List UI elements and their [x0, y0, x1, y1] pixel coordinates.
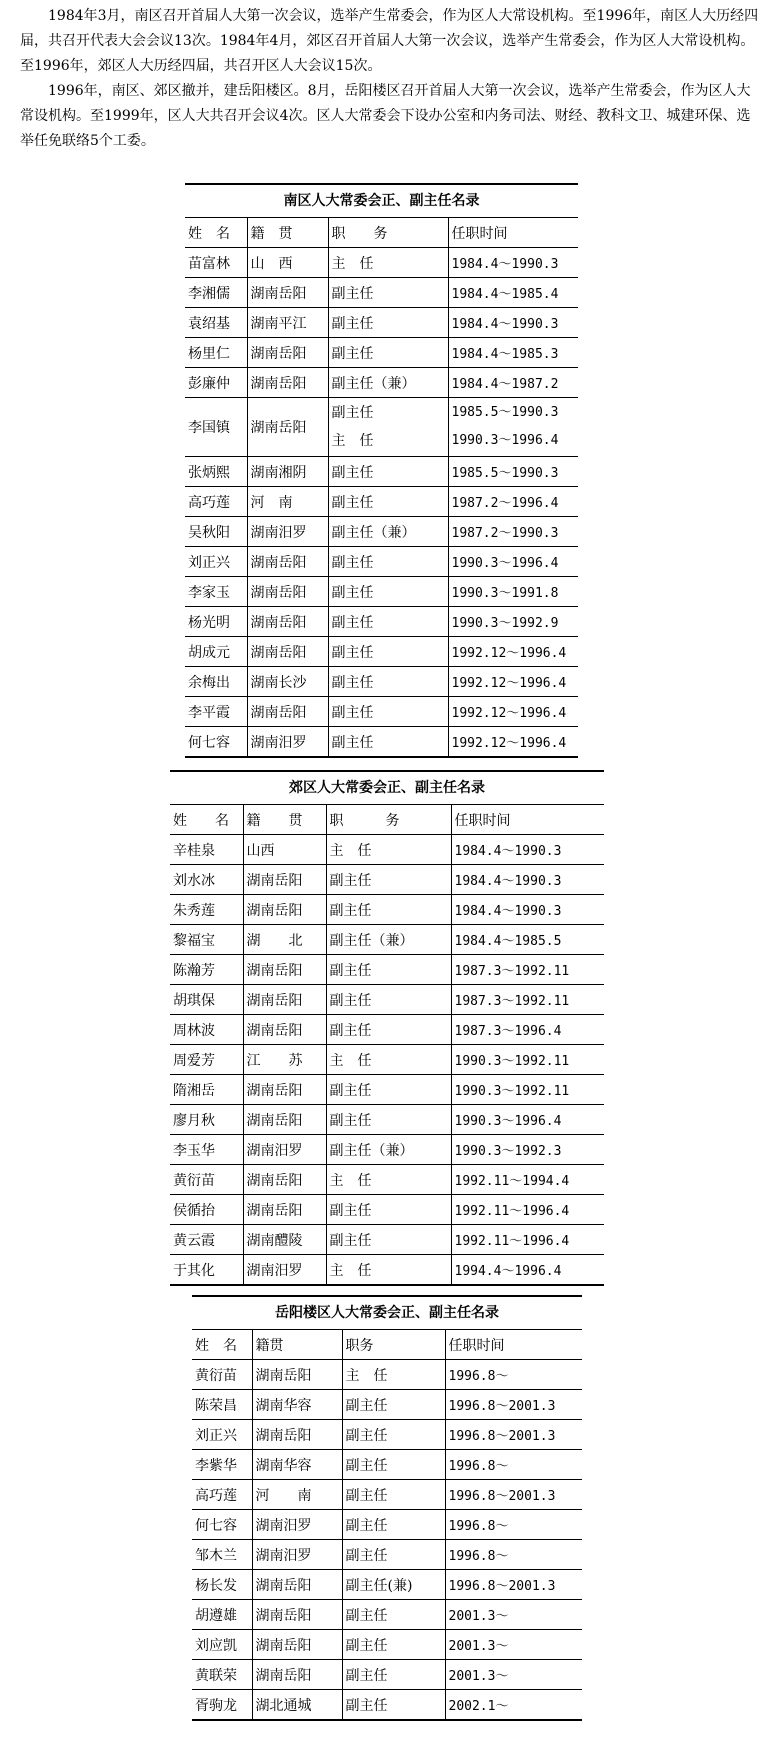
term-cell: 2001.3～ — [445, 1660, 582, 1690]
position-line: 副主任 — [331, 405, 374, 421]
term-cell: 1996.8～ — [445, 1360, 582, 1390]
native-place-cell: 江 苏 — [243, 1045, 326, 1075]
person-name-cell: 何七容 — [185, 727, 247, 758]
position-cell: 副主任 — [326, 955, 451, 985]
person-name-cell: 黎福宝 — [170, 925, 243, 955]
column-header: 职务 — [342, 1330, 445, 1360]
native-place-cell: 湖南醴陵 — [243, 1225, 326, 1255]
term-cell: 1987.2～1990.3 — [448, 517, 578, 547]
person-name-cell: 廖月秋 — [170, 1105, 243, 1135]
native-place-cell: 山西 — [243, 835, 326, 865]
table-row — [192, 1690, 582, 1721]
table-row — [185, 487, 578, 517]
term-cell: 1992.12～1996.4 — [448, 667, 578, 697]
position-cell: 副主任（兼） — [328, 517, 448, 547]
table-row — [192, 1540, 582, 1570]
native-place-cell: 湖南岳阳 — [243, 1105, 326, 1135]
column-header: 籍贯 — [252, 1330, 342, 1360]
table-row — [185, 727, 578, 758]
table-row — [170, 1195, 604, 1225]
person-name-cell: 辛桂泉 — [170, 835, 243, 865]
yueyanglou-roster-table — [192, 1330, 582, 1721]
table-row — [170, 865, 604, 895]
position-cell: 副主任 — [326, 985, 451, 1015]
position-cell: 副主任(兼) — [342, 1570, 445, 1600]
person-name-cell: 高巧莲 — [192, 1480, 252, 1510]
table-row — [185, 577, 578, 607]
native-place-cell: 湖南岳阳 — [247, 368, 328, 398]
column-header: 任职时间 — [451, 805, 604, 835]
intro-text — [20, 4, 760, 154]
native-place-cell: 河 南 — [247, 487, 328, 517]
term-cell: 1990.3～1992.11 — [451, 1045, 604, 1075]
jiaoqu-roster-table — [170, 805, 604, 1286]
column-header: 籍 贯 — [247, 218, 328, 248]
native-place-cell: 湖南岳阳 — [247, 577, 328, 607]
native-place-cell: 湖南岳阳 — [243, 1195, 326, 1225]
person-name-cell: 陈荣昌 — [192, 1390, 252, 1420]
term-cell: 1984.4～1990.3 — [451, 835, 604, 865]
term-cell: 1987.3～1996.4 — [451, 1015, 604, 1045]
person-name-cell: 李湘儒 — [185, 278, 247, 308]
term-cell: 1994.4～1996.4 — [451, 1255, 604, 1286]
native-place-cell: 湖南岳阳 — [247, 547, 328, 577]
person-name-cell: 于其化 — [170, 1255, 243, 1286]
table-row — [170, 1135, 604, 1165]
native-place-cell: 湖南岳阳 — [243, 985, 326, 1015]
native-place-cell: 湖南岳阳 — [252, 1360, 342, 1390]
column-header: 姓 名 — [192, 1330, 252, 1360]
table-row — [170, 925, 604, 955]
position-cell: 副主任 — [342, 1660, 445, 1690]
person-name-cell: 李家玉 — [185, 577, 247, 607]
native-place-cell: 湖南岳阳 — [252, 1570, 342, 1600]
native-place-cell: 湖南岳阳 — [243, 1015, 326, 1045]
table-row — [170, 1045, 604, 1075]
table-row — [170, 1165, 604, 1195]
native-place-cell: 湖南汨罗 — [243, 1135, 326, 1165]
native-place-cell: 湖南岳阳 — [247, 697, 328, 727]
person-name-cell: 杨光明 — [185, 607, 247, 637]
position-cell: 副主任 — [328, 607, 448, 637]
nanqu-section — [185, 183, 578, 758]
position-cell: 副主任 — [342, 1510, 445, 1540]
position-cell: 副主任 — [342, 1450, 445, 1480]
table-row — [192, 1570, 582, 1600]
term-cell: 1984.4～1990.3 — [448, 248, 578, 278]
column-header: 任职时间 — [445, 1330, 582, 1360]
position-cell: 副主任 — [342, 1390, 445, 1420]
person-name-cell: 朱秀莲 — [170, 895, 243, 925]
term-cell: 1987.2～1996.4 — [448, 487, 578, 517]
table-row — [192, 1600, 582, 1630]
position-cell: 副主任 — [326, 1105, 451, 1135]
table-row — [170, 1015, 604, 1045]
table-row — [192, 1450, 582, 1480]
person-name-cell: 邹木兰 — [192, 1540, 252, 1570]
position-cell: 副主任 — [326, 1075, 451, 1105]
table-row — [192, 1390, 582, 1420]
nanqu-roster-table — [185, 218, 578, 758]
position-cell: 副主任 — [342, 1480, 445, 1510]
position-cell — [328, 398, 448, 457]
table-row — [185, 278, 578, 308]
table-header-row — [170, 805, 604, 835]
term-cell: 1992.11～1996.4 — [451, 1225, 604, 1255]
term-cell: 1996.8～ — [445, 1510, 582, 1540]
table-header-row — [192, 1330, 582, 1360]
person-name-cell: 袁绍基 — [185, 308, 247, 338]
table-row — [185, 308, 578, 338]
table-row — [170, 1105, 604, 1135]
native-place-cell: 湖南岳阳 — [247, 398, 328, 457]
native-place-cell: 山 西 — [247, 248, 328, 278]
term-line: 1990.3～1996.4 — [451, 433, 559, 448]
native-place-cell: 湖南岳阳 — [243, 895, 326, 925]
term-cell: 2001.3～ — [445, 1630, 582, 1660]
intro-paragraph: 1996年，南区、郊区撤并，建岳阳楼区。8月，岳阳楼区召开首届人大第一次会议，选举产生常委会，作为区人大常设机构。至1999年，区人大共召开会议4次。区人大常委会下设办公室和内务司法、财经、教科文卫、城建环保、选举任免联络5个工委。 — [20, 83, 751, 149]
native-place-cell: 湖南岳阳 — [247, 637, 328, 667]
term-line: 1985.5～1990.3 — [451, 405, 559, 420]
position-cell: 副主任 — [328, 637, 448, 667]
term-cell: 1992.11～1994.4 — [451, 1165, 604, 1195]
term-cell: 1984.4～1987.2 — [448, 368, 578, 398]
table-row — [185, 667, 578, 697]
person-name-cell: 李平霞 — [185, 697, 247, 727]
position-cell: 副主任 — [328, 727, 448, 758]
native-place-cell: 湖南汨罗 — [247, 517, 328, 547]
person-name-cell: 黄联荣 — [192, 1660, 252, 1690]
table-row — [170, 835, 604, 865]
person-name-cell: 黄衍苗 — [192, 1360, 252, 1390]
term-cell: 1987.3～1992.11 — [451, 955, 604, 985]
person-name-cell: 刘水冰 — [170, 865, 243, 895]
person-name-cell: 周林波 — [170, 1015, 243, 1045]
table-row — [192, 1630, 582, 1660]
person-name-cell: 高巧莲 — [185, 487, 247, 517]
table-row — [185, 547, 578, 577]
position-cell: 副主任 — [328, 697, 448, 727]
table-row — [170, 1225, 604, 1255]
native-place-cell: 湖南岳阳 — [247, 278, 328, 308]
person-name-cell: 何七容 — [192, 1510, 252, 1540]
position-cell: 副主任 — [326, 865, 451, 895]
person-name-cell: 胡琪保 — [170, 985, 243, 1015]
yueyanglou-section — [192, 1295, 582, 1721]
table-row — [185, 607, 578, 637]
table-row — [185, 248, 578, 278]
person-name-cell: 黄云霞 — [170, 1225, 243, 1255]
term-cell: 1990.3～1996.4 — [448, 547, 578, 577]
person-name-cell: 苗富林 — [185, 248, 247, 278]
position-cell: 副主任（兼） — [328, 368, 448, 398]
position-cell: 副主任（兼） — [326, 925, 451, 955]
term-cell: 1992.12～1996.4 — [448, 727, 578, 758]
term-cell: 1996.8～2001.3 — [445, 1420, 582, 1450]
table-row — [185, 368, 578, 398]
position-cell: 副主任 — [328, 338, 448, 368]
table-row — [170, 985, 604, 1015]
person-name-cell: 黄衍苗 — [170, 1165, 243, 1195]
term-cell: 1992.12～1996.4 — [448, 637, 578, 667]
table-row — [185, 517, 578, 547]
position-cell: 主 任 — [326, 835, 451, 865]
table-row — [185, 398, 578, 457]
position-cell: 副主任 — [328, 457, 448, 487]
person-name-cell: 杨里仁 — [185, 338, 247, 368]
term-cell: 1984.4～1990.3 — [448, 308, 578, 338]
position-cell: 副主任 — [342, 1630, 445, 1660]
jiaoqu-section — [170, 770, 604, 1286]
person-name-cell: 吴秋阳 — [185, 517, 247, 547]
term-cell: 1990.3～1992.9 — [448, 607, 578, 637]
position-cell: 副主任 — [328, 487, 448, 517]
term-cell: 1987.3～1992.11 — [451, 985, 604, 1015]
yueyanglou-table-title: 岳阳楼区人大常委会正、副主任名录 — [192, 1295, 582, 1330]
native-place-cell: 湖南岳阳 — [252, 1600, 342, 1630]
person-name-cell: 刘应凯 — [192, 1630, 252, 1660]
person-name-cell: 胡遵雄 — [192, 1600, 252, 1630]
native-place-cell: 湖南汨罗 — [243, 1255, 326, 1286]
table-row — [170, 1075, 604, 1105]
column-header: 职 务 — [326, 805, 451, 835]
term-cell: 1996.8～ — [445, 1450, 582, 1480]
person-name-cell: 周爱芳 — [170, 1045, 243, 1075]
person-name-cell: 隋湘岳 — [170, 1075, 243, 1105]
native-place-cell: 湖南华容 — [252, 1390, 342, 1420]
intro-paragraph: 1984年3月，南区召开首届人大第一次会议，选举产生常委会，作为区人大常设机构。至1996年，南区人大历经四届，共召开代表大会会议13次。1984年4月，郊区召开首届人大第一次会议，选举产生常委会，作为区人大常设机构。至1996年，郊区人大历经四届，共召开区人大会议15次。 — [20, 8, 759, 74]
native-place-cell: 湖南岳阳 — [243, 1075, 326, 1105]
term-cell: 1992.11～1996.4 — [451, 1195, 604, 1225]
table-row — [192, 1660, 582, 1690]
native-place-cell: 湖南汨罗 — [247, 727, 328, 758]
column-header: 姓 名 — [170, 805, 243, 835]
jiaoqu-table-title: 郊区人大常委会正、副主任名录 — [170, 770, 604, 805]
table-row — [185, 637, 578, 667]
column-header: 籍 贯 — [243, 805, 326, 835]
person-name-cell: 胥驹龙 — [192, 1690, 252, 1721]
position-cell: 副主任 — [342, 1420, 445, 1450]
native-place-cell: 湖南汨罗 — [252, 1510, 342, 1540]
table-row — [192, 1510, 582, 1540]
position-cell: 副主任 — [342, 1690, 445, 1721]
person-name-cell: 李国镇 — [185, 398, 247, 457]
native-place-cell: 湖南华容 — [252, 1450, 342, 1480]
position-cell: 副主任 — [326, 1225, 451, 1255]
position-cell: 主 任 — [326, 1045, 451, 1075]
column-header: 任职时间 — [448, 218, 578, 248]
term-cell: 1984.4～1990.3 — [451, 865, 604, 895]
position-cell: 主 任 — [326, 1165, 451, 1195]
person-name-cell: 杨长发 — [192, 1570, 252, 1600]
term-cell: 1990.3～1991.8 — [448, 577, 578, 607]
position-cell: 副主任 — [328, 547, 448, 577]
column-header: 职 务 — [328, 218, 448, 248]
person-name-cell: 刘正兴 — [192, 1420, 252, 1450]
position-cell: 副主任 — [342, 1540, 445, 1570]
native-place-cell: 湖南岳阳 — [243, 1165, 326, 1195]
native-place-cell: 湖南岳阳 — [243, 955, 326, 985]
term-cell: 1990.3～1996.4 — [451, 1105, 604, 1135]
native-place-cell: 湖南平江 — [247, 308, 328, 338]
term-cell: 2001.3～ — [445, 1600, 582, 1630]
position-cell: 副主任 — [328, 278, 448, 308]
position-cell: 副主任 — [326, 1015, 451, 1045]
table-row — [170, 955, 604, 985]
person-name-cell: 张炳熙 — [185, 457, 247, 487]
term-cell: 1984.4～1985.5 — [451, 925, 604, 955]
table-row — [185, 338, 578, 368]
person-name-cell: 侯循抬 — [170, 1195, 243, 1225]
table-row — [192, 1480, 582, 1510]
term-cell: 1984.4～1990.3 — [451, 895, 604, 925]
native-place-cell: 湖南湘阴 — [247, 457, 328, 487]
native-place-cell: 湖南汨罗 — [252, 1540, 342, 1570]
term-cell: 1992.12～1996.4 — [448, 697, 578, 727]
native-place-cell: 河 南 — [252, 1480, 342, 1510]
term-cell: 1984.4～1985.3 — [448, 338, 578, 368]
native-place-cell: 湖南长沙 — [247, 667, 328, 697]
native-place-cell: 湖南岳阳 — [252, 1420, 342, 1450]
position-line: 主 任 — [331, 433, 374, 449]
term-cell: 1990.3～1992.3 — [451, 1135, 604, 1165]
position-cell: 副主任 — [342, 1600, 445, 1630]
table-row — [170, 895, 604, 925]
table-row — [192, 1420, 582, 1450]
native-place-cell: 湖南岳阳 — [247, 607, 328, 637]
position-cell: 副主任 — [328, 667, 448, 697]
person-name-cell: 彭廉仲 — [185, 368, 247, 398]
column-header: 姓 名 — [185, 218, 247, 248]
native-place-cell: 湖北通城 — [252, 1690, 342, 1721]
table-row — [185, 697, 578, 727]
native-place-cell: 湖 北 — [243, 925, 326, 955]
position-cell: 主 任 — [326, 1255, 451, 1286]
person-name-cell: 刘正兴 — [185, 547, 247, 577]
term-cell: 1984.4～1985.4 — [448, 278, 578, 308]
table-row — [170, 1255, 604, 1286]
position-cell: 副主任（兼） — [326, 1135, 451, 1165]
term-cell: 1990.3～1992.11 — [451, 1075, 604, 1105]
term-cell — [448, 398, 578, 457]
position-cell: 副主任 — [326, 1195, 451, 1225]
native-place-cell: 湖南岳阳 — [243, 865, 326, 895]
term-cell: 2002.1～ — [445, 1690, 582, 1721]
position-cell: 主 任 — [328, 248, 448, 278]
term-cell: 1996.8～ — [445, 1540, 582, 1570]
term-cell: 1996.8～2001.3 — [445, 1390, 582, 1420]
person-name-cell: 陈瀚芳 — [170, 955, 243, 985]
person-name-cell: 李紫华 — [192, 1450, 252, 1480]
position-cell: 副主任 — [328, 308, 448, 338]
person-name-cell: 余梅出 — [185, 667, 247, 697]
table-header-row — [185, 218, 578, 248]
table-row — [185, 457, 578, 487]
term-cell: 1996.8～2001.3 — [445, 1570, 582, 1600]
term-cell: 1985.5～1990.3 — [448, 457, 578, 487]
person-name-cell: 胡成元 — [185, 637, 247, 667]
native-place-cell: 湖南岳阳 — [252, 1660, 342, 1690]
position-cell: 副主任 — [328, 577, 448, 607]
person-name-cell: 李玉华 — [170, 1135, 243, 1165]
native-place-cell: 湖南岳阳 — [247, 338, 328, 368]
term-cell: 1996.8～2001.3 — [445, 1480, 582, 1510]
position-cell: 副主任 — [326, 895, 451, 925]
table-row — [192, 1360, 582, 1390]
native-place-cell: 湖南岳阳 — [252, 1630, 342, 1660]
position-cell: 主 任 — [342, 1360, 445, 1390]
nanqu-table-title: 南区人大常委会正、副主任名录 — [185, 183, 578, 218]
